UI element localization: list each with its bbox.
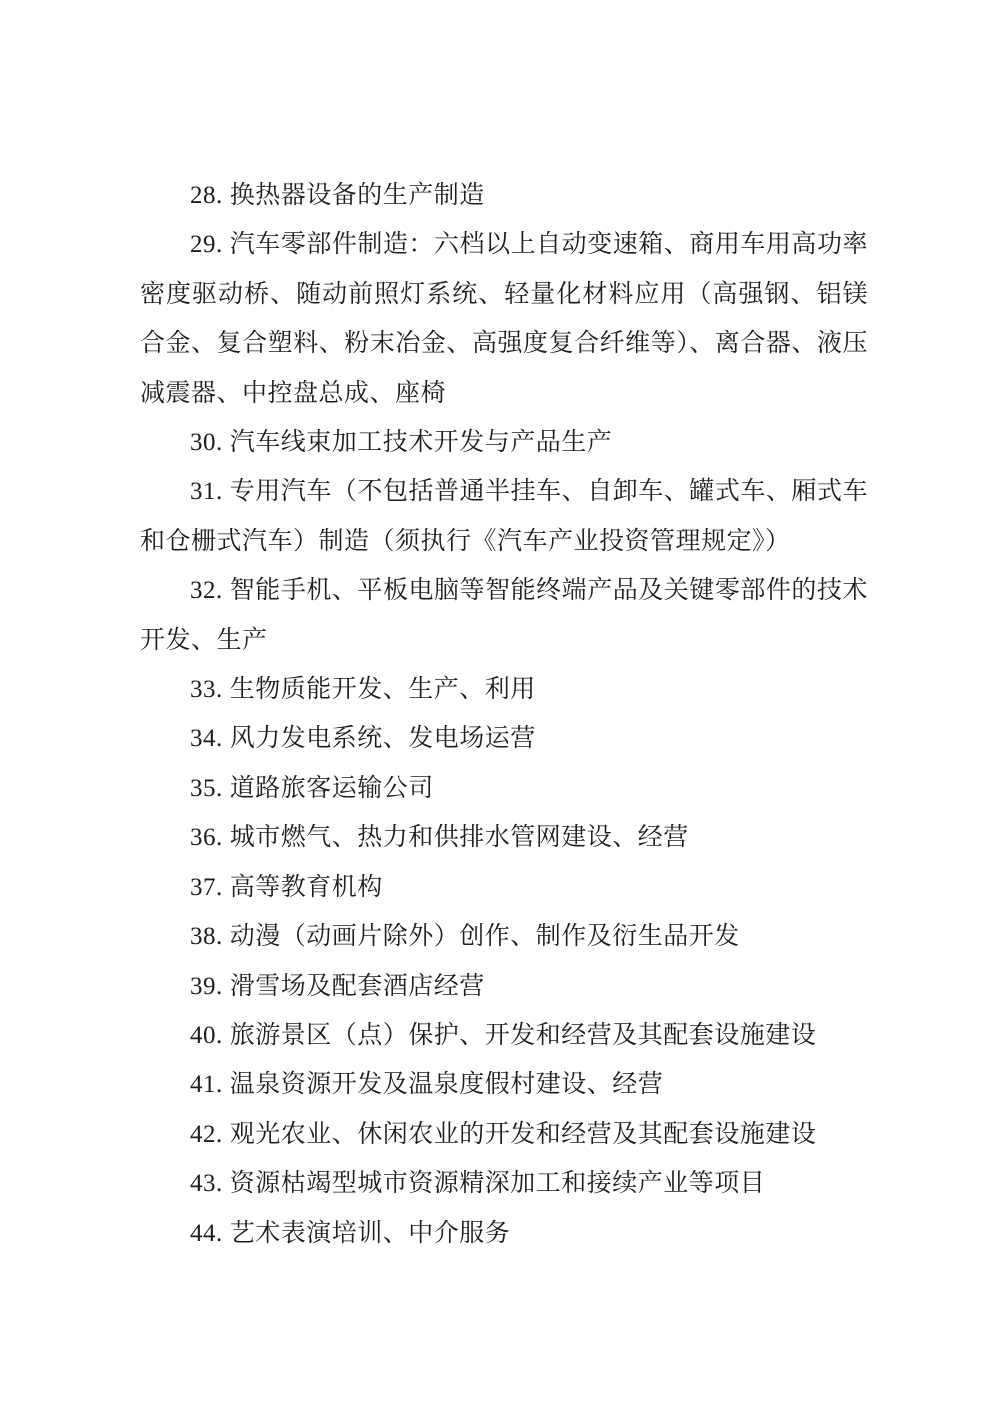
item-text: 生物质能开发、生产、利用 <box>229 676 536 704</box>
item-number: 29. <box>190 231 223 259</box>
item-text: 动漫（动画片除外）创作、制作及衍生品开发 <box>229 923 740 951</box>
list-item <box>140 962 868 1011</box>
list-item <box>140 1209 868 1258</box>
item-number: 38. <box>190 923 223 951</box>
list-item <box>140 665 868 714</box>
item-text: 滑雪场及配套酒店经营 <box>229 972 485 1000</box>
item-text: 换热器设备的生产制造 <box>229 182 485 209</box>
item-text: 资源枯竭型城市资源精深加工和接续产业等项目 <box>229 1170 766 1198</box>
list-item <box>140 467 868 566</box>
item-number: 42. <box>190 1120 223 1148</box>
item-text: 温泉资源开发及温泉度假村建设、经营 <box>229 1071 664 1099</box>
item-number: 39. <box>190 972 223 1000</box>
item-text: 汽车零部件制造：六档以上自动变速箱、商用车用高功率密度驱动桥、随动前照灯系统、轻量化材料应用（高强钢、铝镁合金、复合塑料、粉末冶金、高强度复合纤维等）、离合器、液压减震器、中控盘总成、座椅 <box>140 231 868 407</box>
list-item <box>140 1011 868 1060</box>
item-number: 40. <box>190 1021 223 1049</box>
list-item <box>140 863 868 912</box>
item-text: 道路旅客运输公司 <box>229 774 434 802</box>
list-item <box>140 813 868 862</box>
numbered-list-section <box>140 171 868 1258</box>
list-item <box>140 566 868 665</box>
item-number: 30. <box>190 429 223 457</box>
list-item <box>140 714 868 763</box>
item-text: 专用汽车（不包括普通半挂车、自卸车、罐式车、厢式车和仓栅式汽车）制造（须执行《汽车产业投资管理规定》） <box>140 478 868 555</box>
item-text: 观光农业、休闲农业的开发和经营及其配套设施建设 <box>229 1120 817 1148</box>
item-number: 41. <box>190 1071 223 1099</box>
item-text: 风力发电系统、发电场运营 <box>229 725 536 753</box>
item-text: 旅游景区（点）保护、开发和经营及其配套设施建设 <box>229 1021 817 1049</box>
item-number: 36. <box>190 824 223 852</box>
item-number: 34. <box>190 725 223 753</box>
item-text: 艺术表演培训、中介服务 <box>229 1219 511 1247</box>
list-item <box>140 912 868 961</box>
item-number: 44. <box>190 1219 223 1247</box>
list-item <box>140 220 868 418</box>
list-item <box>140 171 868 220</box>
item-number: 37. <box>190 873 223 901</box>
list-item <box>140 1060 868 1109</box>
item-number: 32. <box>190 577 223 605</box>
item-text: 汽车线束加工技术开发与产品生产 <box>229 429 613 457</box>
list-item <box>140 1110 868 1159</box>
item-number: 43. <box>190 1170 223 1198</box>
item-text: 高等教育机构 <box>229 873 383 901</box>
list-item <box>140 418 868 467</box>
item-number: 28. <box>190 182 223 209</box>
item-text: 城市燃气、热力和供排水管网建设、经营 <box>229 824 689 852</box>
item-number: 33. <box>190 676 223 704</box>
list-item <box>140 1159 868 1208</box>
item-number: 31. <box>190 478 223 506</box>
list-item <box>140 764 868 813</box>
item-number: 35. <box>190 774 223 802</box>
item-text: 智能手机、平板电脑等智能终端产品及关键零部件的技术开发、生产 <box>140 577 868 654</box>
